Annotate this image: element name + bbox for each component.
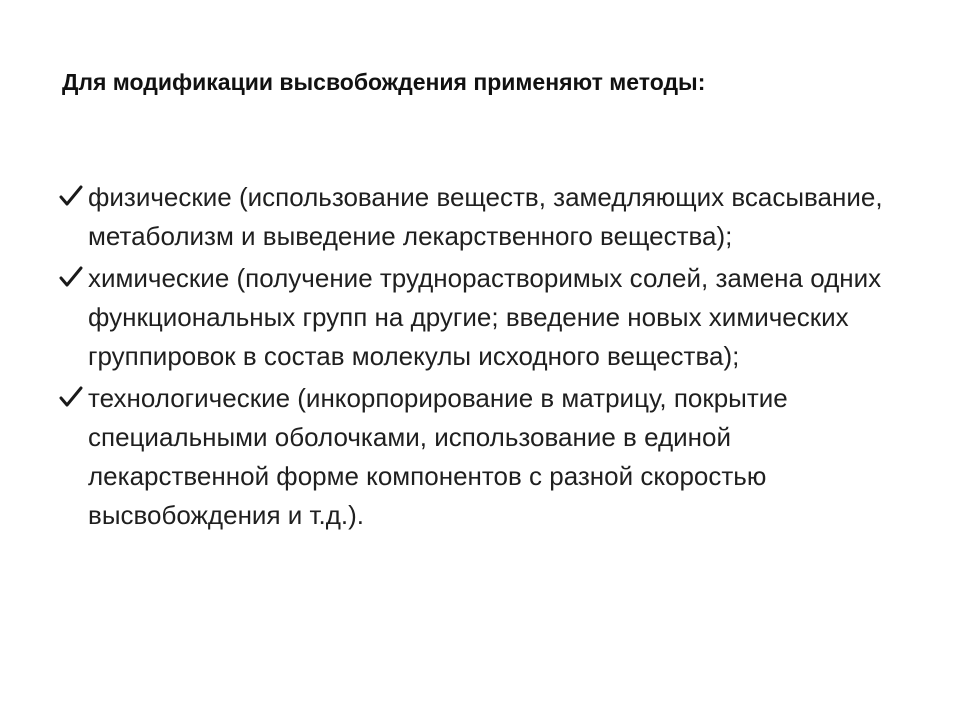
slide-title: Для модификации высвобождения применяют методы:: [62, 69, 706, 95]
check-icon: [58, 384, 84, 410]
list-item-physical: [58, 178, 908, 256]
methods-list: [58, 178, 908, 538]
list-item-text: химические (получение труднорастворимых солей, замена одних функциональных групп на другие; введение новых химических группировок в состав молекулы исходного вещества);: [88, 263, 882, 371]
list-item-chemical: [58, 259, 908, 376]
check-icon: [58, 264, 84, 290]
list-item-text: физические (использование веществ, замедляющих всасывание, метаболизм и выведение лекарственного вещества);: [88, 182, 883, 251]
check-icon: [58, 183, 84, 209]
list-item-technological: [58, 379, 908, 535]
list-item-text: технологические (инкорпорирование в матрицу, покрытие специальными оболочками, использование в единой лекарственной форме компонентов с разной скоростью высвобождения и т.д.).: [88, 383, 788, 530]
